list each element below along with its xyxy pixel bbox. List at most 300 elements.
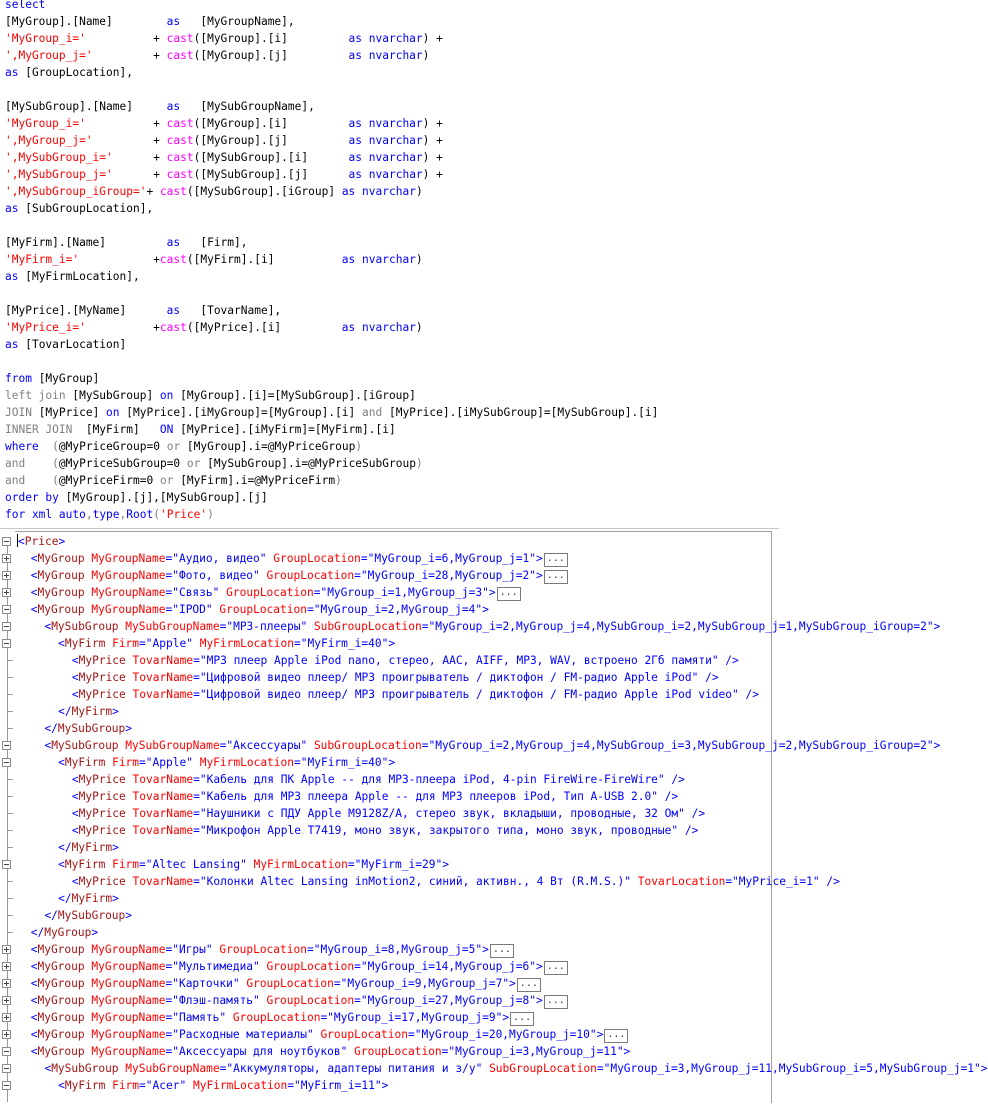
sql-identifier: ([MyGroup].[j]: [193, 134, 349, 147]
xml-markup: <: [71, 688, 79, 701]
xml-markup: />: [657, 790, 679, 803]
xml-node: [31, 958, 568, 975]
sql-operator: or: [159, 474, 174, 487]
xml-attribute-value: Колонки Altec Lansing inMotion2, синий, активн., 4 Вт (R.M.S.): [206, 875, 625, 888]
xml-attribute-value: MyGroup_i=2,MyGroup_j=4,MySubGroup_i=2,MySubGroup_j=1,MySubGroup_iGroup=2: [435, 620, 927, 633]
xml-space: [307, 620, 314, 633]
xml-markup: <: [30, 586, 38, 599]
xml-node: [31, 992, 568, 1009]
sql-line: [5, 438, 362, 455]
xml-element-name: MySubGroup: [57, 909, 126, 922]
xml-attribute-name: MySubGroupName: [125, 620, 220, 633]
sql-identifier: [MyGroup].[i]=[MySubGroup].[iGroup]: [173, 389, 416, 402]
xml-node: [31, 584, 521, 601]
xml-markup: <: [71, 671, 79, 684]
xml-markup: <: [30, 977, 38, 990]
sql-identifier: +: [79, 253, 160, 266]
sql-function: cast: [159, 185, 187, 198]
xml-node: [31, 550, 568, 567]
xml-node: [72, 788, 678, 805]
xml-markup: =": [354, 569, 368, 582]
xml-attribute-name: MyFirmLocation: [253, 858, 348, 871]
sql-keyword: as: [341, 321, 356, 334]
collapsed-content-button[interactable]: ...: [604, 1029, 628, 1043]
xml-attribute-value: MyGroup_i=20,MyGroup_j=10: [421, 1028, 590, 1041]
xml-space: [126, 790, 133, 803]
expand-node-icon[interactable]: [2, 979, 11, 988]
xml-markup: =": [193, 790, 207, 803]
xml-space: [193, 756, 200, 769]
xml-attribute-name: GroupLocation: [273, 552, 361, 565]
xml-markup: ": [253, 994, 260, 1007]
xml-closing-tag: [58, 703, 119, 720]
sql-operator: ,: [85, 508, 93, 521]
xml-attribute-value: MyGroup_i=6,MyGroup_j=1: [374, 552, 530, 565]
collapse-node-icon[interactable]: [2, 639, 11, 648]
xml-attribute-value: Связь: [178, 586, 213, 599]
collapse-node-icon[interactable]: [2, 860, 11, 869]
sql-identifier: [362, 32, 369, 45]
xml-markup: <: [71, 824, 79, 837]
xml-attribute-name: TovarName: [132, 671, 194, 684]
sql-operator: and: [362, 406, 383, 419]
collapse-node-icon[interactable]: [2, 1081, 11, 1090]
xml-attribute-name: MyGroupName: [91, 960, 166, 973]
xml-markup: <: [71, 654, 79, 667]
xml-markup: <: [30, 603, 38, 616]
tree-branch-tick: [7, 796, 13, 797]
xml-attribute-name: MyGroupName: [91, 1028, 166, 1041]
xml-markup: ">: [475, 943, 489, 956]
xml-element-name: MyGroup: [37, 994, 85, 1007]
xml-markup: =": [193, 671, 207, 684]
collapsed-content-button[interactable]: ...: [544, 553, 568, 567]
xml-attribute-value: Игры: [178, 943, 206, 956]
xml-markup: =": [165, 603, 179, 616]
sql-keyword: as: [5, 338, 19, 351]
sql-function: cast: [166, 49, 194, 62]
xml-attribute-value: Кабель для ПК Apple -- для MP3-плеера iPod, 4-pin FireWire-FireWire: [206, 773, 658, 786]
collapsed-content-button[interactable]: ...: [544, 961, 568, 975]
xml-element-name: MyFirm: [64, 756, 106, 769]
expand-node-icon[interactable]: [2, 962, 11, 971]
xml-attribute-value: Наушники с ПДУ Apple M9128Z/A, стерео звук, вкладыши, проводные, 32 Ом: [206, 807, 679, 820]
xml-markup: ": [678, 807, 685, 820]
xml-markup: =": [421, 739, 436, 752]
xml-markup: =": [193, 773, 207, 786]
sql-operator: and: [5, 457, 26, 470]
xml-node: [17, 533, 65, 550]
xml-markup: ": [232, 977, 240, 990]
xml-node: [44, 618, 940, 635]
xml-attribute-value: MyPrice_i=1: [738, 875, 813, 888]
xml-attribute-value: Аксессуары: [233, 739, 301, 752]
xml-markup: =": [306, 603, 321, 616]
xml-attribute-name: TovarName: [132, 654, 194, 667]
collapse-node-icon[interactable]: [2, 622, 11, 631]
tree-branch-tick: [7, 847, 13, 848]
sql-operator: or: [186, 457, 201, 470]
xml-attribute-name: TovarName: [132, 875, 194, 888]
xml-markup: <: [71, 790, 79, 803]
sql-line: [5, 336, 126, 353]
expand-node-icon[interactable]: [2, 554, 11, 563]
sql-keyword: as: [348, 32, 363, 45]
sql-keyword: nvarchar: [368, 168, 423, 181]
sql-line: [5, 64, 133, 81]
sql-string-literal: ',MyGroup_j=': [5, 49, 93, 62]
collapsed-content-button[interactable]: ...: [490, 944, 514, 958]
tree-branch-tick: [7, 728, 13, 729]
collapsed-content-button[interactable]: ...: [544, 570, 568, 584]
xml-markup: ": [711, 654, 719, 667]
xml-element-name: MyGroup: [37, 977, 85, 990]
xml-space: [186, 1079, 193, 1092]
sql-function: cast: [159, 321, 187, 334]
sql-keyword: as: [5, 202, 19, 215]
xml-element-name: MyPrice: [78, 654, 126, 667]
xml-markup: =": [306, 943, 321, 956]
sql-identifier: +: [85, 32, 167, 45]
sql-identifier: @MyPriceFirm=0: [58, 474, 160, 487]
xml-attribute-name: MyGroupName: [91, 586, 166, 599]
xml-attribute-name: MyGroupName: [91, 569, 166, 582]
xml-markup: =": [313, 586, 328, 599]
sql-keyword: from: [5, 372, 32, 385]
xml-space: [247, 858, 254, 871]
xml-markup: =": [165, 960, 179, 973]
xml-markup: >: [58, 535, 66, 548]
xml-attribute-value: MyGroup_i=14,MyGroup_j=6: [367, 960, 530, 973]
sql-line: [5, 455, 423, 472]
sql-keyword: nvarchar: [362, 321, 416, 334]
tree-branch-tick: [7, 660, 13, 661]
xml-closing-tag: [44, 907, 132, 924]
sql-keyword: as: [341, 185, 356, 198]
xml-space: [126, 807, 133, 820]
sql-identifier: ([MyGroup].[i]: [193, 117, 349, 130]
xml-attribute-name: GroupLocation: [246, 977, 334, 990]
xml-markup: <: [30, 1028, 38, 1041]
sql-line: [5, 47, 429, 64]
xml-element-name: MyGroup: [37, 586, 85, 599]
sql-function: cast: [166, 151, 194, 164]
xml-element-name: MyGroup: [37, 1045, 85, 1058]
sql-identifier: ([MyGroup].[i]: [193, 32, 349, 45]
xml-markup: <: [30, 994, 38, 1007]
sql-identifier: [362, 134, 369, 147]
xml-attribute-name: GroupLocation: [219, 603, 307, 616]
xml-attribute-name: Firm: [112, 858, 140, 871]
sql-keyword: select: [5, 0, 46, 11]
xml-markup: =": [219, 1062, 234, 1075]
xml-element-name: MyGroup: [37, 1011, 85, 1024]
xml-node: [31, 1043, 631, 1060]
xml-node: [58, 635, 395, 652]
xml-node: [31, 567, 568, 584]
xml-markup: >: [125, 722, 133, 735]
xml-markup: =": [219, 739, 234, 752]
xml-markup: ">: [374, 1079, 389, 1092]
xml-element-name: MyPrice: [78, 790, 126, 803]
xml-attribute-name: TovarName: [132, 773, 194, 786]
xml-attribute-value: Altec Lansing: [152, 858, 241, 871]
xml-markup: ">: [475, 603, 489, 616]
xml-markup: >: [112, 705, 119, 718]
sql-identifier: [362, 151, 369, 164]
sql-function: cast: [159, 253, 187, 266]
xml-markup: <: [30, 1011, 38, 1024]
xml-node: [72, 771, 685, 788]
xml-space: [260, 960, 267, 973]
sql-string-literal: ',MySubGroup_i=': [5, 151, 113, 164]
collapse-node-icon[interactable]: [2, 741, 11, 750]
collapse-node-icon[interactable]: [2, 537, 11, 546]
xml-markup: =": [320, 1011, 334, 1024]
xml-closing-tag: [44, 720, 132, 737]
sql-identifier: +: [146, 185, 160, 198]
xml-markup: =": [219, 620, 234, 633]
sql-identifier: +: [85, 117, 167, 130]
xml-element-name: MyGroup: [44, 926, 92, 939]
xml-node: [58, 754, 395, 771]
sql-line: [5, 132, 443, 149]
sql-line: [5, 421, 396, 438]
xml-markup: =": [287, 1079, 301, 1092]
collapsed-content-button[interactable]: ...: [544, 995, 568, 1009]
xml-markup: ": [205, 603, 213, 616]
collapse-node-icon[interactable]: [2, 758, 11, 767]
xml-markup: <: [58, 756, 65, 769]
xml-markup: ">: [381, 637, 396, 650]
xml-attribute-name: GroupLocation: [266, 960, 355, 973]
xml-closing-tag: [58, 839, 119, 856]
xml-markup: =": [347, 858, 362, 871]
xml-attribute-value: MyGroup_i=3,MyGroup_j=11: [455, 1045, 617, 1058]
xml-node: [31, 1026, 629, 1043]
xml-attribute-name: GroupLocation: [232, 1011, 321, 1024]
xml-markup: ": [179, 1079, 187, 1092]
collapsed-content-button[interactable]: ...: [517, 978, 541, 992]
collapse-node-icon[interactable]: [2, 605, 11, 614]
xml-element-name: MyPrice: [78, 773, 126, 786]
xml-markup: ": [186, 756, 193, 769]
sql-keyword: as: [166, 236, 181, 249]
xml-node: [31, 941, 514, 958]
xml-attribute-value: Аксессуары для ноутбуков: [178, 1045, 341, 1058]
collapsed-content-button[interactable]: ...: [510, 1012, 534, 1026]
xml-markup: <: [58, 1079, 65, 1092]
xml-attribute-name: GroupLocation: [354, 1045, 442, 1058]
sql-identifier: [GroupLocation],: [18, 66, 133, 79]
sql-line: [5, 302, 281, 319]
collapse-node-icon[interactable]: [2, 1047, 11, 1056]
sql-line: [5, 234, 248, 251]
xml-markup: ": [340, 1045, 348, 1058]
xml-results-viewer[interactable]: [0, 529, 988, 1106]
collapsed-content-button[interactable]: ...: [497, 587, 521, 601]
sql-keyword: as: [166, 304, 181, 317]
xml-attribute-value: Память: [178, 1011, 220, 1024]
sql-string-literal: 'MyFirm_i=': [5, 253, 80, 266]
sql-string-literal: 'MyGroup_i=': [5, 32, 86, 45]
xml-node: [72, 686, 759, 703]
xml-markup: ": [300, 739, 308, 752]
sql-line: [5, 13, 295, 30]
xml-attribute-name: MyGroupName: [91, 943, 166, 956]
xml-markup: >: [112, 841, 119, 854]
xml-attribute-value: MyGroup_i=27,MyGroup_j=8: [367, 994, 530, 1007]
sql-keyword: nvarchar: [368, 134, 423, 147]
xml-markup: >: [91, 926, 99, 939]
xml-attribute-value: Карточки: [178, 977, 233, 990]
xml-attribute-value: Флэш-память: [178, 994, 254, 1007]
sql-keyword: order by: [5, 491, 59, 504]
sql-identifier: [362, 168, 369, 181]
xml-markup: <: [18, 535, 25, 548]
xml-markup: =": [725, 875, 739, 888]
xml-element-name: MyFirm: [71, 841, 113, 854]
xml-markup: ">: [926, 620, 941, 633]
sql-line: [5, 387, 416, 404]
xml-markup: ": [691, 671, 699, 684]
sql-identifier: +: [92, 49, 167, 62]
xml-attribute-name: TovarName: [132, 790, 194, 803]
xml-markup: =": [139, 1079, 153, 1092]
xml-markup: ": [253, 569, 260, 582]
sql-keyword: as: [341, 253, 356, 266]
xml-markup: <: [30, 1045, 38, 1058]
xml-markup: ": [306, 1028, 314, 1041]
sql-keyword: nvarchar: [362, 185, 416, 198]
xml-markup: =": [408, 1028, 422, 1041]
xml-markup: =": [165, 977, 179, 990]
sql-identifier: [362, 49, 369, 62]
sql-identifier: [MyFirm].i=@MyPriceFirm: [173, 474, 336, 487]
sql-keyword: as: [348, 49, 363, 62]
sql-identifier: [MySubGroupName],: [180, 100, 315, 113]
sql-identifier: ([MyFirm].[i]: [186, 253, 342, 266]
sql-keyword: as: [5, 270, 19, 283]
sql-identifier: [Firm],: [180, 236, 248, 249]
xml-space: [631, 875, 638, 888]
xml-node: [72, 822, 698, 839]
xml-markup: ": [219, 1011, 227, 1024]
expand-node-icon[interactable]: [2, 571, 11, 580]
xml-space: [126, 654, 133, 667]
xml-attribute-value: MyGroup_i=2,MyGroup_j=4: [320, 603, 476, 616]
xml-markup: <: [30, 943, 38, 956]
xml-attribute-value: MyFirm_i=11: [300, 1079, 375, 1092]
xml-element-name: MyFirm: [64, 858, 106, 871]
expand-node-icon[interactable]: [2, 1030, 11, 1039]
xml-markup: =": [165, 943, 179, 956]
xml-markup: />: [664, 773, 685, 786]
sql-keyword: where: [5, 440, 39, 453]
xml-markup: <: [71, 807, 79, 820]
xml-attribute-name: Firm: [112, 756, 140, 769]
xml-attribute-value: MyGroup_i=1,MyGroup_j=3: [327, 586, 483, 599]
xml-attribute-name: TovarLocation: [637, 875, 726, 888]
xml-node: [72, 652, 739, 669]
xml-attribute-value: MyGroup_i=2,MyGroup_j=4,MySubGroup_i=3,MySubGroup_j=2,MySubGroup_iGroup=2: [435, 739, 927, 752]
xml-markup: =": [193, 654, 207, 667]
expand-node-icon[interactable]: [2, 996, 11, 1005]
sql-keyword: nvarchar: [368, 117, 423, 130]
tree-branch-tick: [7, 915, 13, 916]
xml-attribute-value: Мультимедиа: [178, 960, 254, 973]
sql-line: [5, 489, 268, 506]
sql-identifier: [25, 457, 52, 470]
sql-identifier: [MyPrice].[MyName]: [5, 304, 167, 317]
xml-markup: </: [44, 722, 58, 735]
sql-identifier: ) +: [422, 151, 443, 164]
sql-identifier: [39, 440, 52, 453]
xml-attribute-name: MyGroupName: [91, 552, 166, 565]
sql-line: [5, 183, 423, 200]
xml-node: [58, 1077, 388, 1094]
xml-attribute-name: MyGroupName: [91, 1045, 166, 1058]
xml-element-name: MyPrice: [78, 875, 126, 888]
sql-line: [5, 0, 45, 13]
tree-branch-tick: [7, 813, 13, 814]
xml-markup: =": [294, 756, 308, 769]
xml-attribute-name: TovarName: [132, 807, 194, 820]
xml-markup: ": [253, 960, 260, 973]
sql-operator: (: [52, 474, 59, 487]
sql-identifier: [MyGroup].[Name]: [5, 15, 167, 28]
xml-markup: ">: [381, 756, 396, 769]
sql-string-literal: ',MySubGroup_j=': [5, 168, 113, 181]
expand-node-icon[interactable]: [2, 1013, 11, 1022]
xml-attribute-value: Расходные материалы: [178, 1028, 307, 1041]
sql-line: [5, 472, 342, 489]
expand-node-icon[interactable]: [2, 945, 11, 954]
xml-markup: ">: [529, 552, 543, 565]
xml-element-name: MyGroup: [37, 960, 85, 973]
expand-node-icon[interactable]: [2, 588, 11, 597]
xml-markup: ": [205, 943, 213, 956]
xml-element-name: MyPrice: [78, 824, 126, 837]
sql-operator: and: [5, 474, 26, 487]
sql-identifier: ([MySubGroup].[iGroup]: [186, 185, 342, 198]
sql-string-literal: 'Price': [159, 508, 208, 521]
sql-identifier: ([MySubGroup].[j]: [193, 168, 349, 181]
xml-attribute-value: Apple: [152, 756, 187, 769]
xml-space: [226, 1011, 233, 1024]
xml-markup: <: [30, 960, 38, 973]
xml-markup: </: [58, 841, 72, 854]
sql-operator: left join: [5, 389, 66, 402]
xml-markup: >: [112, 892, 119, 905]
xml-markup: ": [259, 552, 267, 565]
xml-node: [72, 873, 840, 890]
sql-identifier: [MySubGroup].i=@MyPriceSubGroup: [200, 457, 416, 470]
xml-markup: <: [30, 569, 38, 582]
sql-editor[interactable]: [0, 0, 779, 528]
xml-attribute-value: Микрофон Apple T7419, моно звук, закрытого типа, моно звук, проводные: [206, 824, 672, 837]
xml-markup: =": [165, 1011, 179, 1024]
xml-markup: ">: [502, 977, 516, 990]
xml-space: [126, 875, 133, 888]
sql-string-literal: 'MyGroup_i=': [5, 117, 86, 130]
sql-identifier: @MyPriceSubGroup=0: [58, 457, 187, 470]
sql-identifier: [MyFirm]: [72, 423, 160, 436]
collapse-node-icon[interactable]: [2, 1064, 11, 1073]
xml-attribute-name: GroupLocation: [266, 569, 355, 582]
xml-markup: ": [475, 1062, 483, 1075]
xml-attribute-name: SubGroupLocation: [489, 1062, 597, 1075]
